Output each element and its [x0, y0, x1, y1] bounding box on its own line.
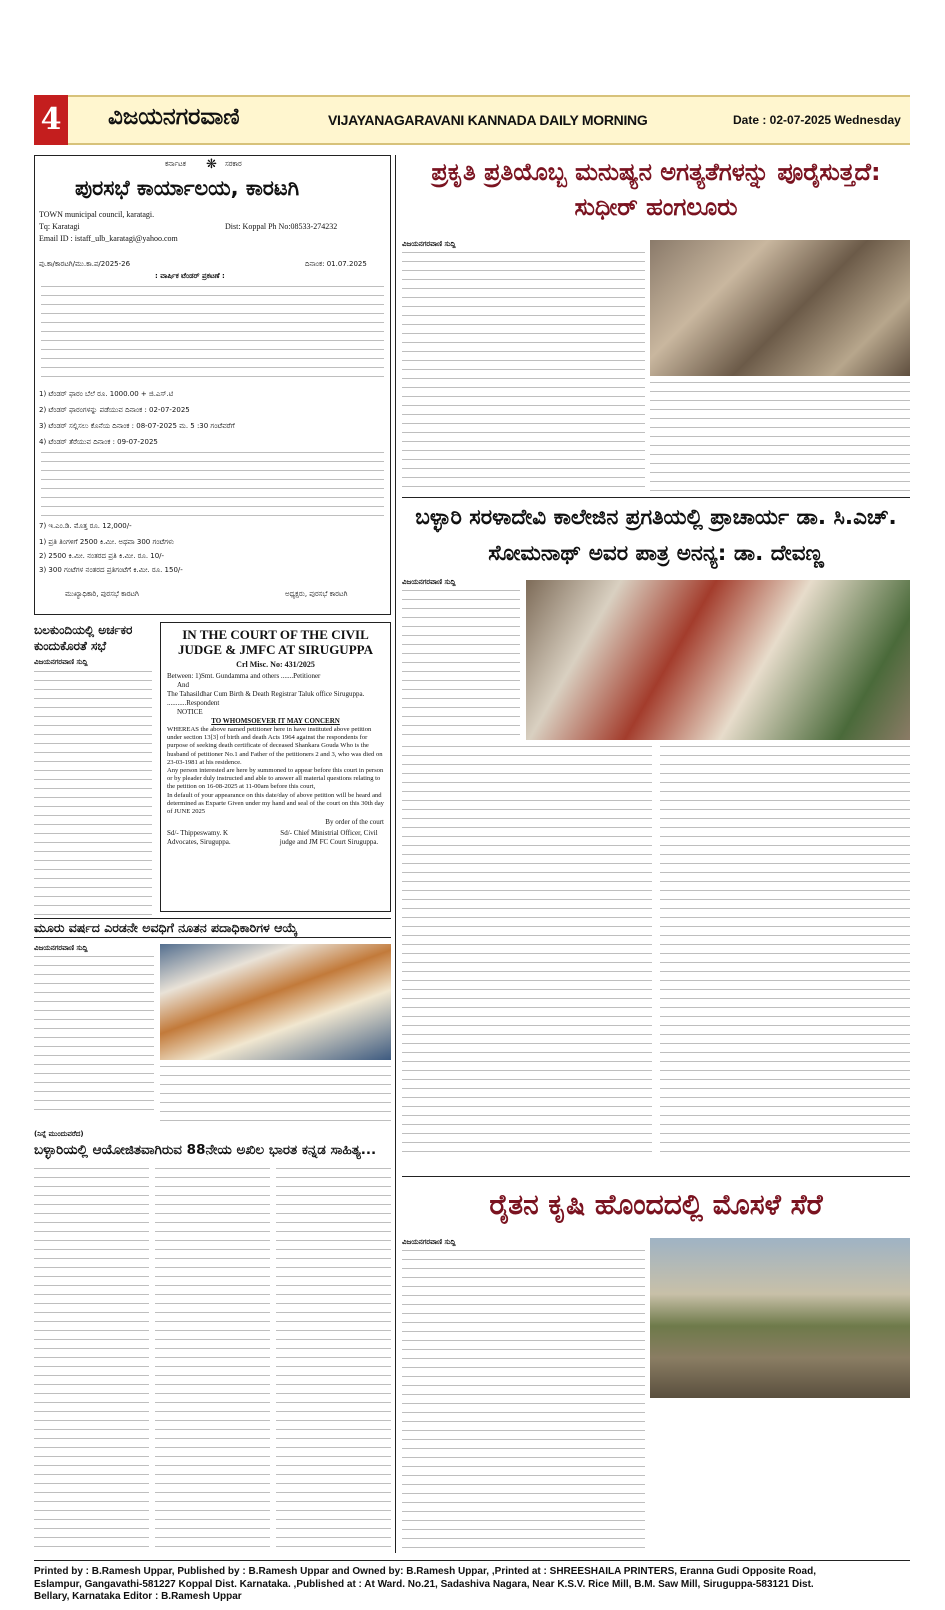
article-body-col-1: [34, 1168, 149, 1554]
article-kicker: (ನಿನ್ನೆ ಮುಂದುವರೆದ): [34, 1130, 84, 1138]
court-notice: [160, 622, 391, 912]
court-sig-left: Sd/- Thippeswamy. K Advocates, Siruguppa.: [167, 829, 231, 847]
tender-header-left: ಕರ್ನಾಟಕ: [165, 160, 186, 168]
article-body-col-2: [155, 1168, 270, 1554]
tender-item-7: 7) ಇ.ಎಂ.ಡಿ. ಮೊತ್ತ ರೂ. 12,000/-: [39, 522, 132, 530]
article-dateline: ವಿಜಯನಗರವಾಣಿ ಸುದ್ದಿ: [402, 240, 456, 248]
court-body-2: Any person interested are here by summoned to appear before this court in person or by pleader duly instructed and able to answer all material questions relating to the petition on 16-08-2025 at 11-00am before this court,: [167, 767, 384, 791]
article-body-col-3: [276, 1168, 391, 1554]
footer-rule: [34, 1560, 910, 1561]
tender-town: TOWN municipal council, karatagi.: [39, 210, 155, 219]
column-rule: [395, 155, 396, 1553]
court-order: By order of the court: [325, 818, 384, 827]
tender-body-text: [41, 286, 384, 382]
article-office-bearers: [34, 918, 391, 938]
article-body-text: [402, 590, 520, 740]
college-event-photo: [526, 580, 910, 740]
article-balakundi: [34, 622, 154, 919]
tender-notice-heading: : ವಾರ್ಷಿಕ ಟೆಂಡರ್ ಪ್ರಕಟಣೆ :: [155, 272, 225, 280]
article-headline: ಬಲಕುಂದಿಯಲ್ಲಿ ಅರ್ಚಕರ ಕುಂದುಕೊರತೆ ಸಭೆ: [34, 623, 133, 653]
court-body-3: In default of your appearance on this date/day of above petition will be heard and determined as Exparte Given under my hand and seal of the court on this 30th day of JUNE 2025: [167, 791, 384, 816]
tender-taluk: Tq: Karatagi: [39, 222, 80, 231]
article-dateline: ವಿಜಯನಗರವಾಣಿ ಸುದ್ದಿ: [34, 944, 88, 952]
tender-notice: [34, 155, 391, 615]
tender-item-4: 4) ಟೆಂಡರ್ ತೆರೆಯುವ ದಿನಾಂಕ : 09-07-2025: [39, 438, 158, 446]
paper-name-english: VIJAYANAGARAVANI KANNADA DAILY MORNING: [328, 112, 648, 128]
court-respondent: The Tahasildhar Cum Birth & Death Registrar Taluk office Siruguppa. ...........Respondent: [167, 690, 365, 707]
court-sig-right: Sd/- Chief Ministrial Officer, Civil judge and JM FC Court Siruguppa.: [279, 829, 379, 847]
article-saraladevi-headline: ಬಳ್ಳಾರಿ ಸರಳಾದೇವಿ ಕಾಲೇಜಿನ ಪ್ರಗತಿಯಲ್ಲಿ ಪ್ರಾಚಾರ್ಯ ಡಾ. ಸಿ.ಎಚ್. ಸೋಮನಾಥ್ ಅವರ ಪಾತ್ರ ಅನನ್ಯ: ಡಾ. ದೇವಣ್ಣ: [415, 505, 897, 566]
imprint-line-1: Printed by : B.Ramesh Uppar, Published by : B.Ramesh Uppar and Owned by: B.Ramesh Uppar, ,Printed at : SHREESHAILA PRINTERS, Eranna Gudi Opposite Road,: [34, 1566, 816, 1577]
court-title: IN THE COURT OF THE CIVIL JUDGE & JMFC AT SIRUGUPPA: [178, 627, 373, 657]
tender-title: ಪುರಸಭೆ ಕಾರ್ಯಾಲಯ, ಕಾರಟಗಿ: [75, 176, 300, 200]
article-prakriti-headline: ಪ್ರಕೃತಿ ಪ್ರತಿಯೊಬ್ಬ ಮನುಷ್ಯನ ಅಗತ್ಯತೆಗಳನ್ನು ಪೂರೈಸುತ್ತದೆ: ಸುಧೀರ್ ಹಂಗಲೂರು: [431, 158, 881, 221]
tender-conditions-text: [41, 452, 384, 518]
article-body-col-2: [660, 746, 910, 1158]
tender-item-3: 3) ಟೆಂಡರ್ ಸಲ್ಲಿಸಲು ಕೊನೆಯ ದಿನಾಂಕ : 08-07-2025 ಮ. 5 :30 ಗಂಟೆವರೆಗೆ: [39, 422, 235, 430]
article-sammelana-headline: ಬಳ್ಳಾರಿಯಲ್ಲಿ ಆಯೋಜಿತವಾಗಿರುವ 88ನೇಯ ಅಖಿಲ ಭಾರತ ಕನ್ನಡ ಸಾಹಿತ್ಯ...: [34, 1142, 377, 1158]
imprint: [34, 1566, 910, 1604]
group-photo: [160, 944, 391, 1060]
tender-email: Email ID : istaff_ulb_karatagi@yahoo.com: [39, 234, 178, 243]
tender-rate-2: 2) 2500 ಕಿ.ಮೀ. ನಂತರದ ಪ್ರತಿ ಕಿ.ಮೀ. ರೂ. 10/-: [39, 552, 165, 560]
section-divider: [402, 1176, 910, 1177]
article-body-text: [34, 671, 152, 919]
article-body-col-1: [402, 746, 652, 1158]
section-divider: [402, 497, 910, 498]
issue-date: Date : 02-07-2025 Wednesday: [733, 113, 901, 127]
court-case-number: Crl Misc. No: 431/2025: [236, 660, 315, 669]
court-and: And: [177, 681, 190, 689]
article-dateline: ವಿಜಯನಗರವಾಣಿ ಸುದ್ದಿ: [34, 658, 88, 666]
article-body-text-2: [160, 1066, 391, 1124]
tender-ref: ಪು.ಕಾ/ಕಾರಟಗಿ/ಮು.ಕಾ.ಪ/2025-26: [39, 260, 131, 268]
article-body-text: [34, 956, 154, 1116]
article-crocodile-headline: ರೈತನ ಕೃಷಿ ಹೊಂದದಲ್ಲಿ ಮೊಸಳೆ ಸೆರೆ: [489, 1188, 823, 1221]
article-body-text: [402, 252, 645, 492]
court-body: WHEREAS the above named petitioner here in have instituted above petition under section 13[3] of birth and death Acts 1964 against the respondents for purpose of seeking death certificate of deceased Shankara Gouda Who is the husband of petitioner No.1 and Father of the petitioners 2 and 3, who was died on 23-03-1981 at his residence.: [167, 726, 383, 766]
article-dateline: ವಿಜಯನಗರವಾಣಿ ಸುದ್ದಿ: [402, 1238, 456, 1246]
article-dateline: ವಿಜಯನಗರವಾಣಿ ಸುದ್ದಿ: [402, 578, 456, 586]
tender-item-1: 1) ಟೆಂಡರ್ ಫಾರಂ ಬೆಲೆ ರೂ. 1000.00 + ಜಿ.ಎಸ್.ಟಿ: [39, 390, 174, 398]
event-photo: [650, 240, 910, 376]
tender-district: Dist: Koppal Ph No:08533-274232: [225, 222, 338, 231]
court-notice-label: NOTICE: [177, 708, 203, 716]
farm-photo: [650, 1238, 910, 1398]
imprint-line-2: Eslampur, Gangavathi-581227 Koppal Dist. Karnataka. ,Published at : At Ward. No.21, Sadashiva Nagara, Near K.S.V. Rice Mill, B.M. Saw Mill, Siruguppa-583121 Dist.: [34, 1578, 814, 1590]
tender-sign-right: ಅಧ್ಯಕ್ಷರು, ಪುರಸಭೆ ಕಾರಟಗಿ: [285, 590, 348, 598]
court-between: Between: 1)Smt. Gundamma and others .......Petitioner: [167, 672, 321, 680]
tender-rate-3: 3) 300 ಗಂಟೆಗಳ ನಂತರದ ಪ್ರತಿಗಂಟೆಗೆ ಕಿ.ಮೀ. ರೂ. 150/-: [39, 566, 183, 574]
article-headline: ಮೂರು ವರ್ಷದ ಎರಡನೇ ಅವಧಿಗೆ ನೂತನ ಪದಾಧಿಕಾರಿಗಳ ಆಯ್ಕೆ: [34, 918, 391, 938]
imprint-line-3: Bellary, Karnataka Editor : B.Ramesh Uppar: [34, 1591, 242, 1602]
article-body-text-2: [650, 382, 910, 492]
article-body-text: [402, 1250, 645, 1554]
paper-name-kannada: ವಿಜಯನಗರವಾಣಿ: [108, 104, 240, 130]
emblem-icon: ❋: [206, 157, 217, 172]
tender-header-right: ಸರಕಾರ: [225, 160, 242, 168]
page-number: 4: [34, 95, 68, 145]
court-concern: TO WHOMSOEVER IT MAY CONCERN: [211, 717, 340, 725]
tender-item-2: 2) ಟೆಂಡರ್ ಫಾರಂಗಳನ್ನು ಪಡೆಯುವ ದಿನಾಂಕ : 02-07-2025: [39, 406, 190, 414]
tender-rate-1: 1) ಪ್ರತಿ ತಿಂಗಳಿಗೆ 2500 ಕಿ.ಮೀ. ಅಥವಾ 300 ಗಂಟೆಗಳು: [39, 538, 175, 546]
tender-ref-date: ದಿನಾಂಕ: 01.07.2025: [305, 260, 367, 268]
tender-sign-left: ಮುಖ್ಯಾಧಿಕಾರಿ, ಪುರಸಭೆ ಕಾರಟಗಿ: [65, 590, 139, 598]
